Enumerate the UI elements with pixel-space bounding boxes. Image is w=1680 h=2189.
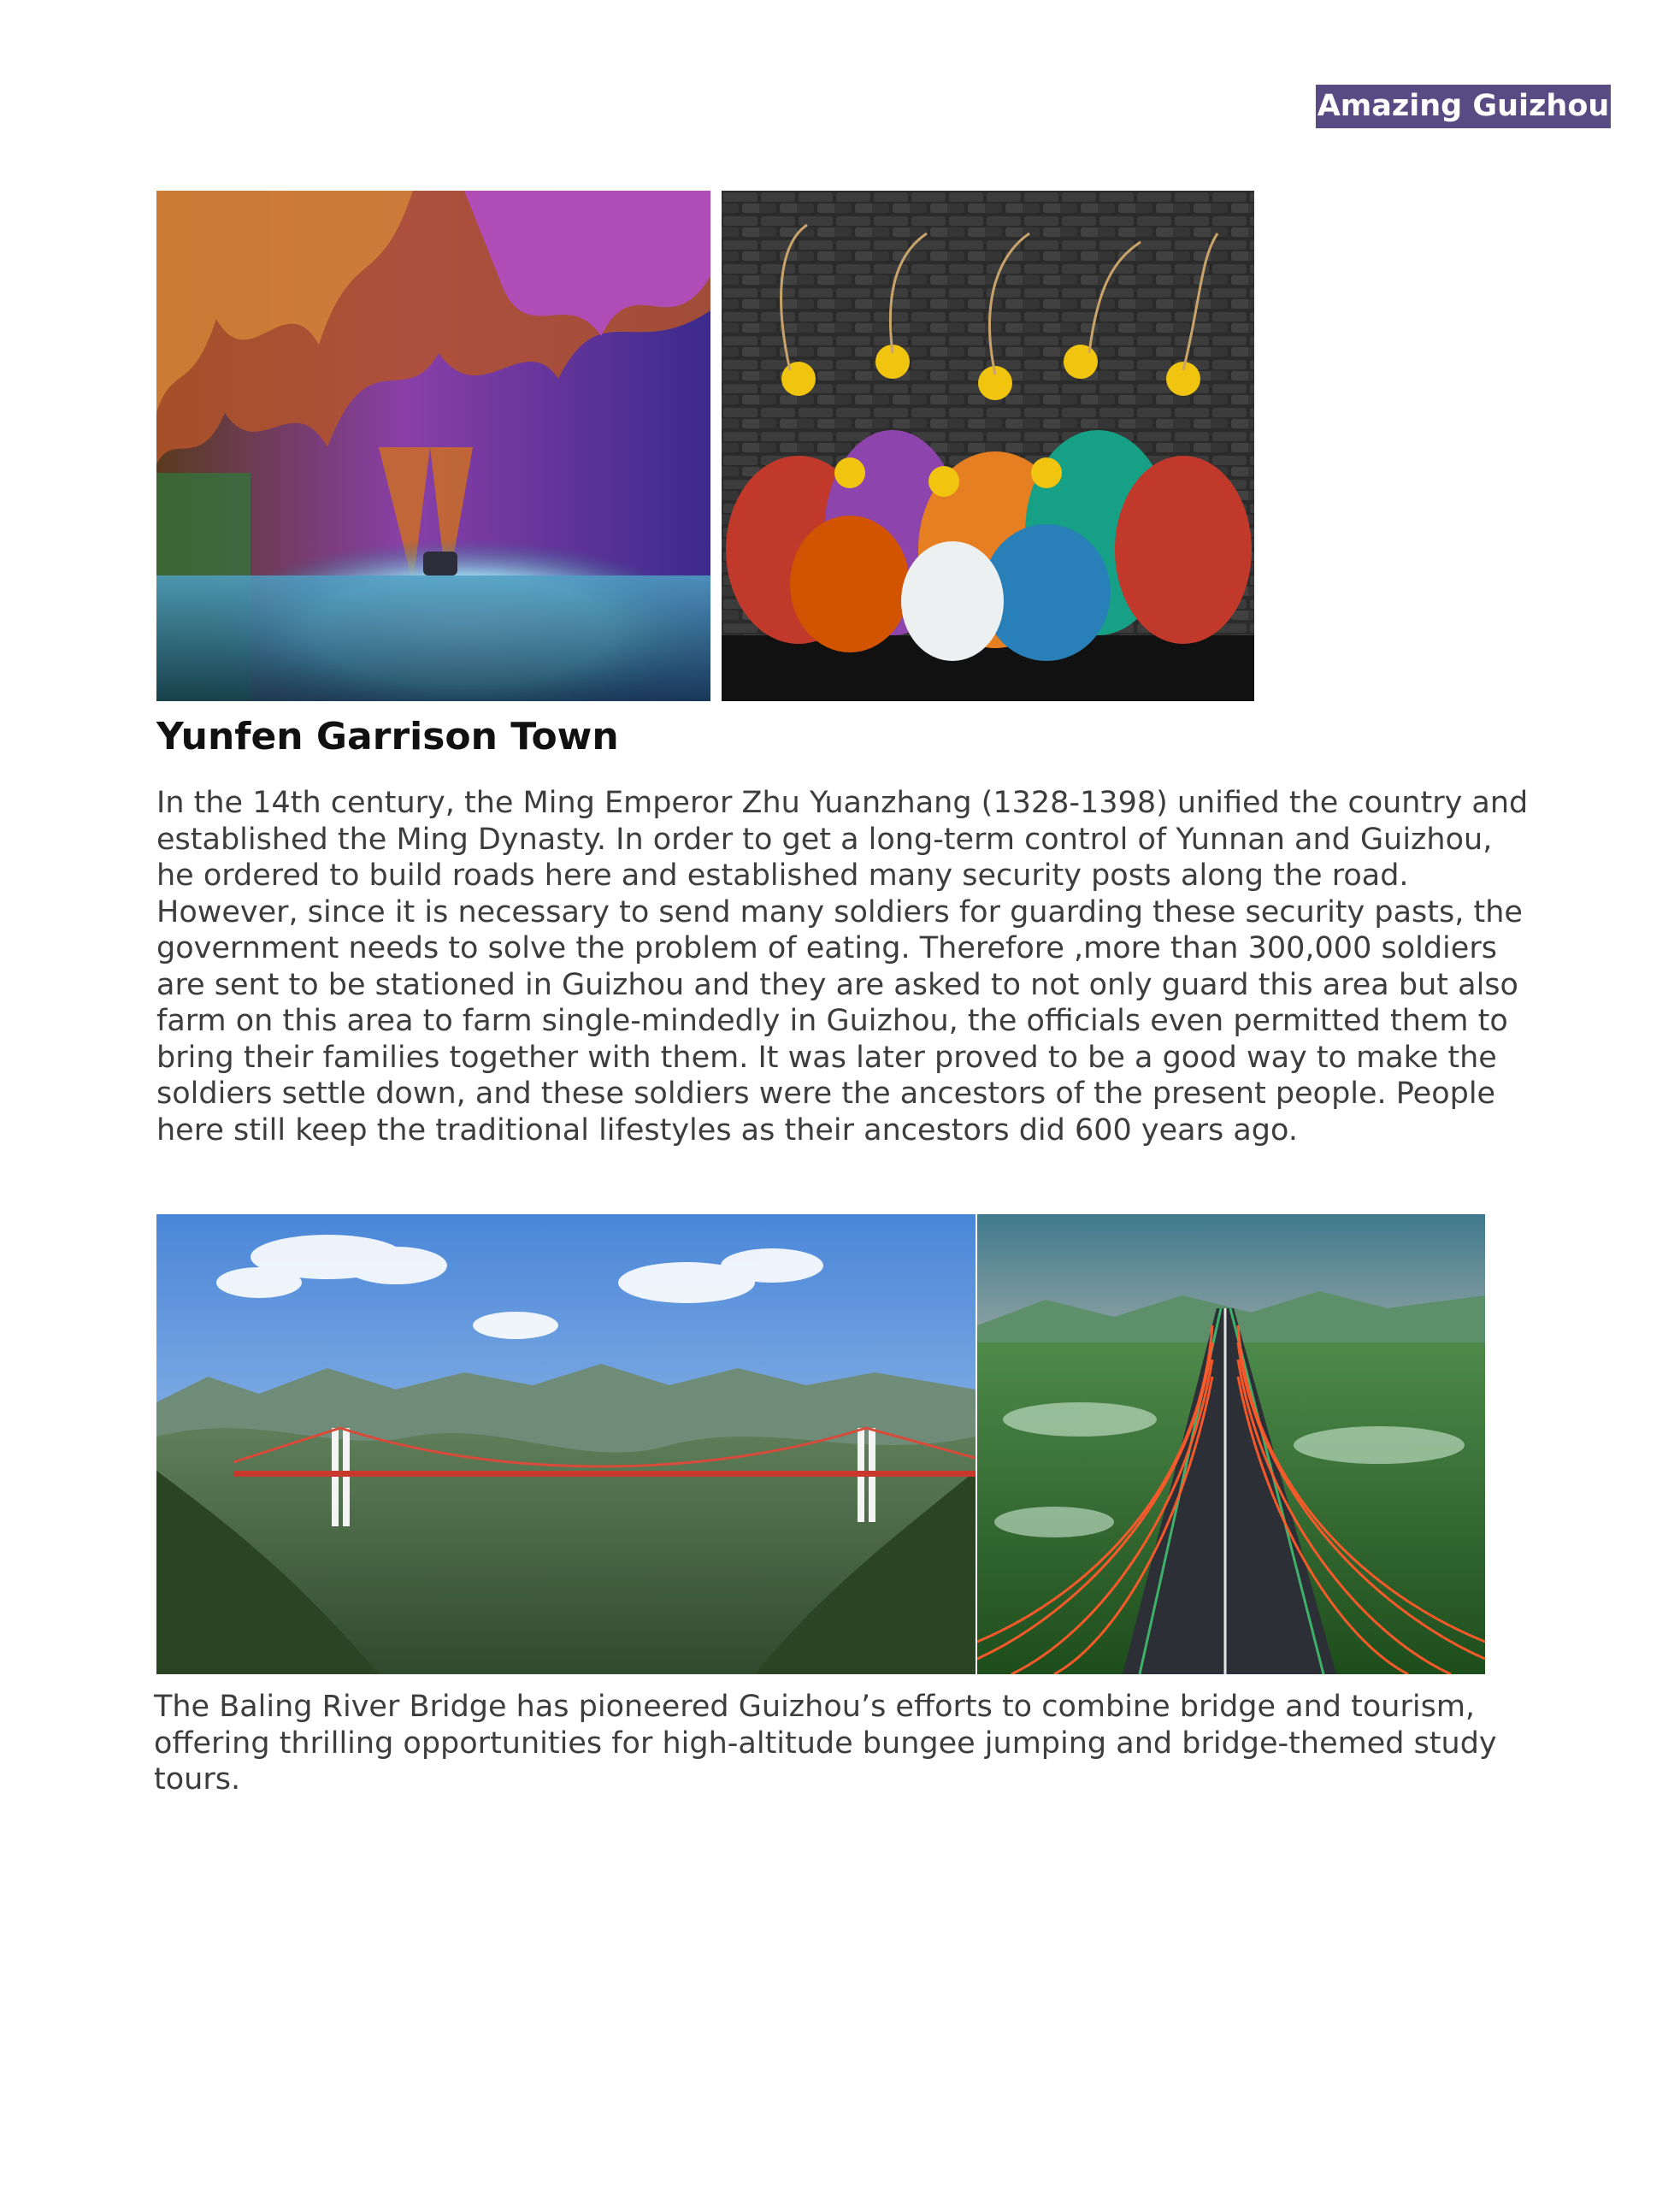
section-badge: Amazing Guizhou	[1316, 85, 1611, 128]
intro-line: government needs to solve the problem of eating. Therefore ,more than 300,000 soldiers	[156, 931, 1497, 965]
intro-line: are sent to be stationed in Guizhou and they are asked to not only guard this area but also	[156, 967, 1518, 1002]
bridge-caption	[154, 1689, 1497, 1798]
intro-line: In the 14th century, the Ming Emperor Zhu Yuanzhang (1328-1398) unified the country and	[156, 786, 1529, 820]
bridge-photo	[156, 1214, 976, 1674]
intro-paragraph	[156, 785, 1528, 1148]
article-title: Yunfen Garrison Town	[156, 715, 619, 758]
intro-line: here still keep the traditional lifestyles as their ancestors did 600 years ago.	[156, 1112, 1298, 1148]
intro-line: However, since it is necessary to send many soldiers for guarding these security pasts, the	[156, 894, 1523, 929]
intro-line: soldiers settle down, and these soldiers were the ancestors of the present people. People	[156, 1077, 1496, 1111]
highway-photo	[977, 1214, 1485, 1674]
intro-line: he ordered to build roads here and established many security posts along the road.	[156, 858, 1409, 893]
intro-line: bring their families together with them. It was later proved to be a good way to make the	[156, 1040, 1497, 1075]
caption-line: tours.	[154, 1762, 241, 1797]
caption-line: The Baling River Bridge has pioneered Guizhou’s efforts to combine bridge and tourism,	[154, 1690, 1476, 1724]
intro-line: farm on this area to farm single-mindedly in Guizhou, the officials even permitted them to	[156, 1004, 1508, 1038]
opera-performers-photo	[722, 191, 1254, 701]
cave-photo	[156, 191, 710, 701]
caption-line: offering thrilling opportunities for high-altitude bungee jumping and bridge-themed study	[154, 1726, 1497, 1761]
intro-line: established the Ming Dynasty. In order to get a long-term control of Yunnan and Guizhou,	[156, 822, 1493, 857]
